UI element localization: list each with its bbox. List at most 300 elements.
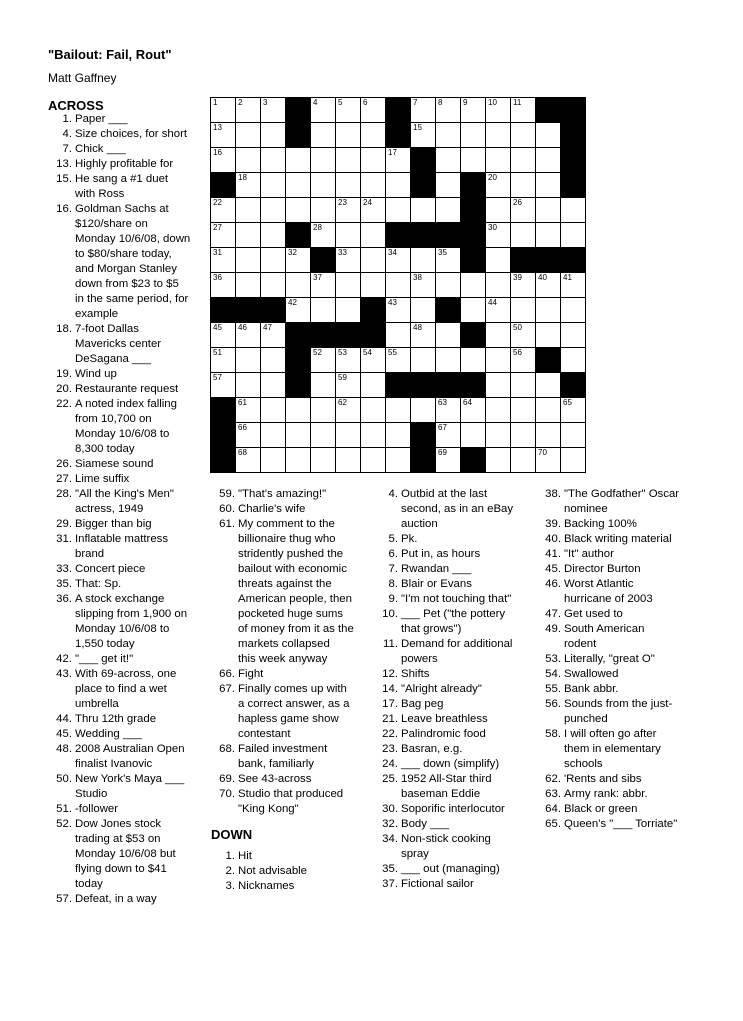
clue-item[interactable] xyxy=(56,382,179,397)
clue-item[interactable] xyxy=(383,637,513,667)
grid-cell[interactable] xyxy=(286,173,311,198)
clue-item[interactable] xyxy=(62,127,188,142)
grid-cell[interactable] xyxy=(236,448,261,473)
grid-cell[interactable] xyxy=(236,398,261,423)
cell-number: 7 xyxy=(413,98,418,107)
clue-number: 66. xyxy=(219,668,235,680)
grid-cell[interactable] xyxy=(536,448,561,473)
clue-item[interactable] xyxy=(56,532,169,562)
clue-item[interactable] xyxy=(56,817,176,892)
grid-cell[interactable] xyxy=(236,98,261,123)
grid-cell[interactable] xyxy=(486,248,511,273)
grid-cell[interactable] xyxy=(336,348,361,373)
clue-item[interactable] xyxy=(388,487,514,532)
clue-item[interactable] xyxy=(219,502,306,517)
grid-cell[interactable] xyxy=(236,198,261,223)
grid-cell[interactable] xyxy=(486,223,511,248)
clue-item[interactable] xyxy=(56,652,134,667)
clue-item[interactable] xyxy=(382,607,506,637)
grid-cell[interactable] xyxy=(486,398,511,423)
grid-cell[interactable] xyxy=(461,123,486,148)
clue-number: 58. xyxy=(545,728,561,740)
clue-number: 46. xyxy=(545,578,561,590)
grid-cell[interactable] xyxy=(361,98,386,123)
clue-item[interactable] xyxy=(219,487,327,502)
grid-cell[interactable] xyxy=(386,448,411,473)
grid-cell[interactable] xyxy=(286,423,311,448)
grid-cell[interactable] xyxy=(261,448,286,473)
grid-cell[interactable] xyxy=(336,223,361,248)
grid-cell[interactable] xyxy=(436,448,461,473)
grid-block xyxy=(286,123,311,148)
grid-cell[interactable] xyxy=(436,248,461,273)
grid-cell[interactable] xyxy=(286,298,311,323)
grid-cell[interactable] xyxy=(261,423,286,448)
clue-item[interactable] xyxy=(56,562,146,577)
cell-number: 30 xyxy=(488,223,497,232)
clue-item[interactable] xyxy=(56,397,177,457)
clue-text: ___ out (managing) xyxy=(401,863,500,875)
grid-cell[interactable] xyxy=(286,148,311,173)
clue-item[interactable] xyxy=(225,849,252,864)
clue-item[interactable] xyxy=(545,532,672,547)
clue-item[interactable] xyxy=(545,787,648,802)
grid-cell[interactable] xyxy=(461,423,486,448)
grid-cell[interactable] xyxy=(436,123,461,148)
clue-item[interactable] xyxy=(545,622,645,652)
grid-cell[interactable] xyxy=(561,273,586,298)
grid-cell[interactable] xyxy=(461,398,486,423)
grid-cell[interactable] xyxy=(536,173,561,198)
clue-text: A noted index falling xyxy=(75,398,177,410)
clue-number: 50. xyxy=(56,773,72,785)
grid-cell[interactable] xyxy=(211,373,236,398)
grid-cell[interactable] xyxy=(361,173,386,198)
grid-cell[interactable] xyxy=(311,398,336,423)
clue-number: 70. xyxy=(219,788,235,800)
grid-cell[interactable] xyxy=(311,298,336,323)
clue-item[interactable] xyxy=(62,112,128,127)
grid-cell[interactable] xyxy=(461,273,486,298)
grid-cell[interactable] xyxy=(286,448,311,473)
grid-cell[interactable] xyxy=(486,323,511,348)
grid-cell[interactable] xyxy=(361,148,386,173)
grid-cell[interactable] xyxy=(511,348,536,373)
clue-item[interactable] xyxy=(56,367,117,382)
grid-cell[interactable] xyxy=(536,273,561,298)
grid-cell[interactable] xyxy=(261,323,286,348)
grid-cell[interactable] xyxy=(486,448,511,473)
grid-block xyxy=(561,173,586,198)
clue-item[interactable] xyxy=(388,547,481,562)
grid-cell[interactable] xyxy=(386,348,411,373)
clue-number: 7. xyxy=(62,143,72,155)
grid-cell[interactable] xyxy=(236,423,261,448)
grid-cell[interactable] xyxy=(461,348,486,373)
clue-number: 20. xyxy=(56,383,72,395)
clue-item[interactable] xyxy=(56,892,157,907)
clue-item[interactable] xyxy=(382,832,491,862)
grid-cell[interactable] xyxy=(361,448,386,473)
clue-item[interactable] xyxy=(388,532,418,547)
grid-cell[interactable] xyxy=(261,173,286,198)
grid-cell[interactable] xyxy=(511,223,536,248)
grid-cell[interactable] xyxy=(361,423,386,448)
grid-block xyxy=(336,323,361,348)
clue-text: Restaurante request xyxy=(75,383,179,395)
clue-text: Paper ___ xyxy=(75,113,128,125)
grid-cell[interactable] xyxy=(486,298,511,323)
clue-item[interactable] xyxy=(56,472,130,487)
grid-cell[interactable] xyxy=(211,198,236,223)
clue-number: 39. xyxy=(545,518,561,530)
grid-cell[interactable] xyxy=(336,423,361,448)
grid-cell[interactable] xyxy=(361,348,386,373)
clue-item[interactable] xyxy=(382,712,488,727)
grid-cell[interactable] xyxy=(511,423,536,448)
grid-cell[interactable] xyxy=(261,373,286,398)
clue-number: 47. xyxy=(545,608,561,620)
grid-cell[interactable] xyxy=(536,123,561,148)
clue-text: With 69-across, one xyxy=(75,668,177,680)
grid-cell[interactable] xyxy=(336,123,361,148)
clue-text: Pk. xyxy=(401,533,418,545)
grid-cell[interactable] xyxy=(236,148,261,173)
grid-cell[interactable] xyxy=(211,248,236,273)
clue-text: Goldman Sachs at xyxy=(75,203,169,215)
grid-cell[interactable] xyxy=(411,323,436,348)
clue-item[interactable] xyxy=(56,592,188,652)
clue-item[interactable] xyxy=(56,322,162,367)
clue-item[interactable] xyxy=(56,457,154,472)
grid-cell[interactable] xyxy=(561,448,586,473)
clue-text: Basran, e.g. xyxy=(401,743,463,755)
grid-cell[interactable] xyxy=(536,398,561,423)
grid-cell[interactable] xyxy=(561,298,586,323)
clue-item[interactable] xyxy=(545,727,661,772)
grid-cell[interactable] xyxy=(236,123,261,148)
grid-cell[interactable] xyxy=(361,398,386,423)
clue-item[interactable] xyxy=(56,157,174,172)
grid-cell[interactable] xyxy=(386,248,411,273)
grid-cell[interactable] xyxy=(436,323,461,348)
grid-cell[interactable] xyxy=(211,323,236,348)
clue-item[interactable] xyxy=(545,547,614,562)
grid-cell[interactable] xyxy=(386,173,411,198)
clue-item[interactable] xyxy=(382,697,444,712)
grid-cell[interactable] xyxy=(486,373,511,398)
clue-item[interactable] xyxy=(382,742,463,757)
clue-text: Monday 10/6/08, down xyxy=(75,233,191,245)
grid-cell[interactable] xyxy=(461,98,486,123)
clue-item[interactable] xyxy=(56,802,119,817)
clue-item[interactable] xyxy=(56,727,142,742)
grid-cell[interactable] xyxy=(536,198,561,223)
grid-cell[interactable] xyxy=(436,98,461,123)
clue-number: 35. xyxy=(382,863,398,875)
clue-item[interactable] xyxy=(56,202,191,322)
clue-item[interactable] xyxy=(545,667,619,682)
grid-cell[interactable] xyxy=(236,173,261,198)
grid-cell[interactable] xyxy=(486,348,511,373)
grid-cell[interactable] xyxy=(236,373,261,398)
grid-cell[interactable] xyxy=(411,123,436,148)
grid-cell[interactable] xyxy=(261,248,286,273)
grid-cell[interactable] xyxy=(236,273,261,298)
grid-cell[interactable] xyxy=(336,398,361,423)
grid-cell[interactable] xyxy=(211,123,236,148)
clue-text: That: Sp. xyxy=(75,578,122,590)
clue-number: 41. xyxy=(545,548,561,560)
clue-item[interactable] xyxy=(382,682,482,697)
clue-item[interactable] xyxy=(545,682,619,697)
grid-cell[interactable] xyxy=(411,398,436,423)
clue-text: that grows") xyxy=(401,623,462,635)
grid-cell[interactable] xyxy=(536,148,561,173)
grid-cell[interactable] xyxy=(261,198,286,223)
clue-item[interactable] xyxy=(545,607,623,622)
grid-cell[interactable] xyxy=(261,123,286,148)
grid-cell[interactable] xyxy=(336,373,361,398)
grid-cell[interactable] xyxy=(311,173,336,198)
clue-item[interactable] xyxy=(56,712,157,727)
grid-cell[interactable] xyxy=(561,223,586,248)
grid-cell[interactable] xyxy=(361,248,386,273)
grid-cell[interactable] xyxy=(411,198,436,223)
clue-item[interactable] xyxy=(56,172,169,202)
clue-text: 1,550 today xyxy=(75,638,135,650)
grid-cell[interactable] xyxy=(486,123,511,148)
grid-cell[interactable] xyxy=(211,223,236,248)
grid-cell[interactable] xyxy=(361,373,386,398)
grid-cell[interactable] xyxy=(511,298,536,323)
grid-cell[interactable] xyxy=(461,148,486,173)
grid-cell[interactable] xyxy=(361,123,386,148)
clue-item[interactable] xyxy=(382,667,430,682)
grid-cell[interactable] xyxy=(536,373,561,398)
grid-cell[interactable] xyxy=(386,148,411,173)
clue-text: Thru 12th grade xyxy=(75,713,157,725)
clue-item[interactable] xyxy=(56,742,185,772)
grid-cell[interactable] xyxy=(436,398,461,423)
grid-cell[interactable] xyxy=(511,198,536,223)
clue-item[interactable] xyxy=(545,817,678,832)
grid-cell[interactable] xyxy=(561,398,586,423)
grid-cell[interactable] xyxy=(211,348,236,373)
grid-cell[interactable] xyxy=(311,123,336,148)
grid-cell[interactable] xyxy=(511,98,536,123)
clue-item[interactable] xyxy=(545,697,673,727)
cell-number: 16 xyxy=(213,148,222,157)
grid-cell[interactable] xyxy=(336,273,361,298)
grid-cell[interactable] xyxy=(561,348,586,373)
grid-cell[interactable] xyxy=(561,198,586,223)
grid-cell[interactable] xyxy=(261,98,286,123)
puzzle-author: Matt Gaffney xyxy=(48,71,117,85)
clue-item[interactable] xyxy=(56,577,122,592)
clue-item[interactable] xyxy=(56,517,152,532)
grid-cell[interactable] xyxy=(236,323,261,348)
clue-item[interactable] xyxy=(225,864,308,879)
grid-cell[interactable] xyxy=(511,273,536,298)
grid-cell[interactable] xyxy=(311,423,336,448)
grid-cell[interactable] xyxy=(411,248,436,273)
grid-cell[interactable] xyxy=(386,273,411,298)
clue-item[interactable] xyxy=(382,802,505,817)
grid-cell[interactable] xyxy=(236,348,261,373)
grid-block xyxy=(411,373,436,398)
grid-cell[interactable] xyxy=(486,148,511,173)
grid-cell[interactable] xyxy=(311,373,336,398)
grid-cell[interactable] xyxy=(261,398,286,423)
grid-cell[interactable] xyxy=(486,423,511,448)
grid-cell[interactable] xyxy=(436,423,461,448)
grid-cell[interactable] xyxy=(561,423,586,448)
grid-cell[interactable] xyxy=(436,348,461,373)
clue-text: this week anyway xyxy=(238,653,328,665)
grid-cell[interactable] xyxy=(436,198,461,223)
grid-cell[interactable] xyxy=(461,298,486,323)
grid-cell[interactable] xyxy=(286,248,311,273)
grid-cell[interactable] xyxy=(311,148,336,173)
grid-cell[interactable] xyxy=(411,98,436,123)
clue-item[interactable] xyxy=(219,787,344,817)
grid-cell[interactable] xyxy=(511,148,536,173)
clue-item[interactable] xyxy=(382,772,492,802)
grid-cell[interactable] xyxy=(336,248,361,273)
clue-item[interactable] xyxy=(388,577,472,592)
grid-cell[interactable] xyxy=(436,273,461,298)
clue-text: Monday 10/6/08 but xyxy=(75,848,176,860)
grid-cell[interactable] xyxy=(386,323,411,348)
clue-item[interactable] xyxy=(219,682,350,742)
grid-cell[interactable] xyxy=(311,98,336,123)
clue-item[interactable] xyxy=(225,879,295,894)
grid-cell[interactable] xyxy=(486,173,511,198)
clue-text: Demand for additional xyxy=(401,638,513,650)
grid-cell[interactable] xyxy=(336,198,361,223)
grid-block xyxy=(461,248,486,273)
clue-item[interactable] xyxy=(56,667,177,712)
grid-cell[interactable] xyxy=(436,173,461,198)
grid-cell[interactable] xyxy=(386,398,411,423)
clue-item[interactable] xyxy=(382,727,486,742)
clue-item[interactable] xyxy=(545,517,637,532)
grid-cell[interactable] xyxy=(311,448,336,473)
clue-item[interactable] xyxy=(382,862,500,877)
clue-text: Fight xyxy=(238,668,264,680)
grid-cell[interactable] xyxy=(511,323,536,348)
clue-number: 2. xyxy=(225,865,235,877)
grid-cell[interactable] xyxy=(411,273,436,298)
grid-cell[interactable] xyxy=(336,173,361,198)
grid-cell[interactable] xyxy=(311,273,336,298)
grid-cell[interactable] xyxy=(236,223,261,248)
clue-item[interactable] xyxy=(545,487,680,517)
grid-cell[interactable] xyxy=(486,273,511,298)
clue-number: 10. xyxy=(382,608,398,620)
grid-cell[interactable] xyxy=(561,323,586,348)
grid-cell[interactable] xyxy=(361,198,386,223)
grid-cell[interactable] xyxy=(386,423,411,448)
grid-cell[interactable] xyxy=(486,198,511,223)
grid-cell[interactable] xyxy=(336,298,361,323)
clue-text: bailout with economic xyxy=(238,563,347,575)
clue-item[interactable] xyxy=(56,772,185,802)
grid-cell[interactable] xyxy=(261,223,286,248)
clue-item[interactable] xyxy=(545,577,653,607)
grid-cell[interactable] xyxy=(211,148,236,173)
grid-cell[interactable] xyxy=(411,348,436,373)
clue-item[interactable] xyxy=(219,667,264,682)
grid-cell[interactable] xyxy=(536,298,561,323)
grid-cell[interactable] xyxy=(261,273,286,298)
clue-text: Siamese sound xyxy=(75,458,154,470)
grid-cell[interactable] xyxy=(386,198,411,223)
grid-cell[interactable] xyxy=(386,298,411,323)
grid-cell[interactable] xyxy=(361,273,386,298)
grid-cell[interactable] xyxy=(211,273,236,298)
grid-cell[interactable] xyxy=(361,223,386,248)
grid-cell[interactable] xyxy=(336,448,361,473)
grid-cell[interactable] xyxy=(511,173,536,198)
clue-item[interactable] xyxy=(545,652,655,667)
grid-cell[interactable] xyxy=(436,148,461,173)
clue-item[interactable] xyxy=(545,802,638,817)
grid-block xyxy=(211,298,236,323)
grid-cell[interactable] xyxy=(486,98,511,123)
cell-number: 47 xyxy=(263,323,272,332)
clue-item[interactable] xyxy=(219,742,328,772)
grid-cell[interactable] xyxy=(211,98,236,123)
grid-cell[interactable] xyxy=(261,148,286,173)
grid-cell[interactable] xyxy=(536,223,561,248)
grid-cell[interactable] xyxy=(511,448,536,473)
clue-item[interactable] xyxy=(382,877,474,892)
grid-cell[interactable] xyxy=(536,423,561,448)
grid-cell[interactable] xyxy=(311,223,336,248)
grid-cell[interactable] xyxy=(286,198,311,223)
clue-item[interactable] xyxy=(219,772,312,787)
grid-cell[interactable] xyxy=(336,98,361,123)
clue-item[interactable] xyxy=(62,142,126,157)
clue-item[interactable] xyxy=(388,592,512,607)
grid-cell[interactable] xyxy=(236,248,261,273)
grid-cell[interactable] xyxy=(411,298,436,323)
grid-cell[interactable] xyxy=(511,123,536,148)
grid-cell[interactable] xyxy=(311,198,336,223)
grid-cell[interactable] xyxy=(311,348,336,373)
grid-cell[interactable] xyxy=(536,323,561,348)
clue-item[interactable] xyxy=(56,487,174,517)
clue-text: Size choices, for short xyxy=(75,128,188,140)
grid-cell[interactable] xyxy=(286,273,311,298)
grid-cell[interactable] xyxy=(336,148,361,173)
grid-cell[interactable] xyxy=(511,373,536,398)
grid-cell[interactable] xyxy=(286,398,311,423)
clue-text: South American xyxy=(564,623,645,635)
grid-cell[interactable] xyxy=(511,398,536,423)
clue-item[interactable] xyxy=(545,562,641,577)
clue-item[interactable] xyxy=(219,517,354,667)
clue-item[interactable] xyxy=(382,817,450,832)
grid-block xyxy=(561,148,586,173)
clue-item[interactable] xyxy=(388,562,472,577)
grid-cell[interactable] xyxy=(261,348,286,373)
clue-item[interactable] xyxy=(545,772,642,787)
clue-text: Mavericks center xyxy=(75,338,162,350)
clue-item[interactable] xyxy=(382,757,500,772)
